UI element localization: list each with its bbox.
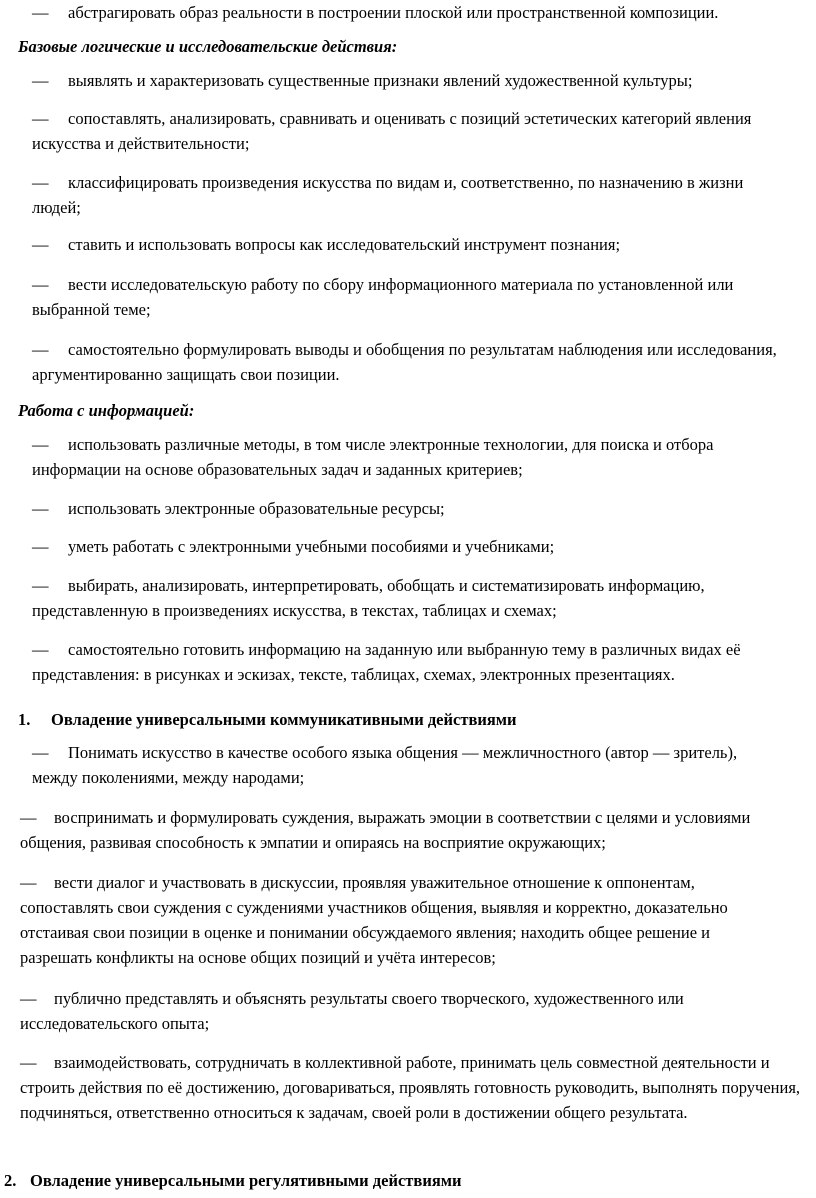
list-item-text: вести исследовательскую работу по сбору информационного материала по установленной или выбранной теме; (32, 275, 734, 319)
list-item (20, 986, 780, 1036)
dash-marker: — (32, 173, 49, 192)
list-item-text: абстрагировать образ реальности в построении плоской или пространственной композиции. (68, 3, 719, 22)
dash-marker: — (32, 71, 49, 90)
list-item (32, 170, 782, 220)
list-item (32, 573, 802, 623)
list-item (32, 740, 762, 790)
dash-marker: — (20, 873, 37, 892)
section-heading-regulative (4, 1168, 462, 1193)
section-number: 2. (4, 1171, 17, 1190)
list-item-text: вести диалог и участвовать в дискуссии, проявляя уважительное отношение к оппонентам, сопоставлять свои суждения с суждениями участников общения, выявляя и корректно, доказательно отстаивая свои позиции в оценке и понимании обсуждаемого явления; находить общее решение и разрешать конфликты на основе общих позиций и учёта интересов; (20, 873, 728, 967)
list-item-text: самостоятельно формулировать выводы и обобщения по результатам наблюдения или исследования, аргументированно защищать свои позиции. (32, 340, 777, 384)
section-heading-logical: Базовые логические и исследовательские действия: (18, 37, 398, 56)
dash-marker: — (32, 499, 49, 518)
dash-marker: — (32, 340, 49, 359)
dash-marker: — (20, 989, 37, 1008)
section-heading-communicative (18, 707, 517, 732)
list-item-text: воспринимать и формулировать суждения, выражать эмоции в соответствии с целями и условиями общения, развивая способность к эмпатии и опираясь на восприятие окружающих; (20, 808, 751, 852)
dash-marker: — (32, 435, 49, 454)
list-item (32, 337, 777, 387)
list-item (32, 432, 797, 482)
dash-marker: — (32, 537, 49, 556)
dash-marker: — (32, 109, 49, 128)
list-item (32, 232, 802, 257)
dash-marker: — (32, 275, 49, 294)
list-item (32, 272, 792, 322)
section-title: Овладение универсальными коммуникативными действиями (51, 710, 517, 729)
list-item-text: использовать различные методы, в том числе электронные технологии, для поиска и отбора информации на основе образовательных задач и заданных критериев; (32, 435, 714, 479)
dash-marker: — (32, 576, 49, 595)
dash-marker: — (20, 1053, 37, 1072)
dash-marker: — (32, 3, 49, 22)
section-title: Овладение универсальными регулятивными действиями (30, 1171, 462, 1190)
section-number: 1. (18, 710, 31, 729)
list-item-text: взаимодействовать, сотрудничать в коллективной работе, принимать цель совместной деятельности и строить действия по её достижению, договариваться, проявлять готовность руководить, выполнять поручения, подчиняться, ответственно относиться к задачам, своей роли в достижении общего результата. (20, 1053, 801, 1122)
list-item (20, 1050, 810, 1125)
list-item-text: Понимать искусство в качестве особого языка общения — межличностного (автор — зритель), между поколениями, между народами; (32, 743, 738, 787)
list-item-text: самостоятельно готовить информацию на заданную или выбранную тему в различных видах её представления: в рисунках и эскизах, тексте, таблицах, схемах, электронных презентациях. (32, 640, 741, 684)
list-item-text: выявлять и характеризовать существенные признаки явлений художественной культуры; (68, 71, 693, 90)
list-item (32, 0, 802, 25)
list-item (32, 637, 802, 687)
list-item (32, 106, 782, 156)
dash-marker: — (32, 743, 49, 762)
list-item-text: уметь работать с электронными учебными пособиями и учебниками; (68, 537, 555, 556)
list-item (20, 870, 780, 970)
list-item (32, 496, 802, 521)
list-item (20, 805, 780, 855)
list-item-text: публично представлять и объяснять результаты своего творческого, художественного или исследовательского опыта; (20, 989, 684, 1033)
list-item-text: ставить и использовать вопросы как исследовательский инструмент познания; (68, 235, 621, 254)
list-item (32, 68, 802, 93)
dash-marker: — (20, 808, 37, 827)
list-item-text: выбирать, анализировать, интерпретировать, обобщать и систематизировать информацию, представленную в произведениях искусства, в текстах, таблицах и схемах; (32, 576, 705, 620)
section-heading-info: Работа с информацией: (18, 401, 195, 420)
list-item (32, 534, 802, 559)
dash-marker: — (32, 235, 49, 254)
dash-marker: — (32, 640, 49, 659)
list-item-text: классифицировать произведения искусства по видам и, соответственно, по назначению в жизни людей; (32, 173, 744, 217)
list-item-text: использовать электронные образовательные ресурсы; (68, 499, 445, 518)
list-item-text: сопоставлять, анализировать, сравнивать и оценивать с позиций эстетических категорий явления искусства и действительности; (32, 109, 752, 153)
